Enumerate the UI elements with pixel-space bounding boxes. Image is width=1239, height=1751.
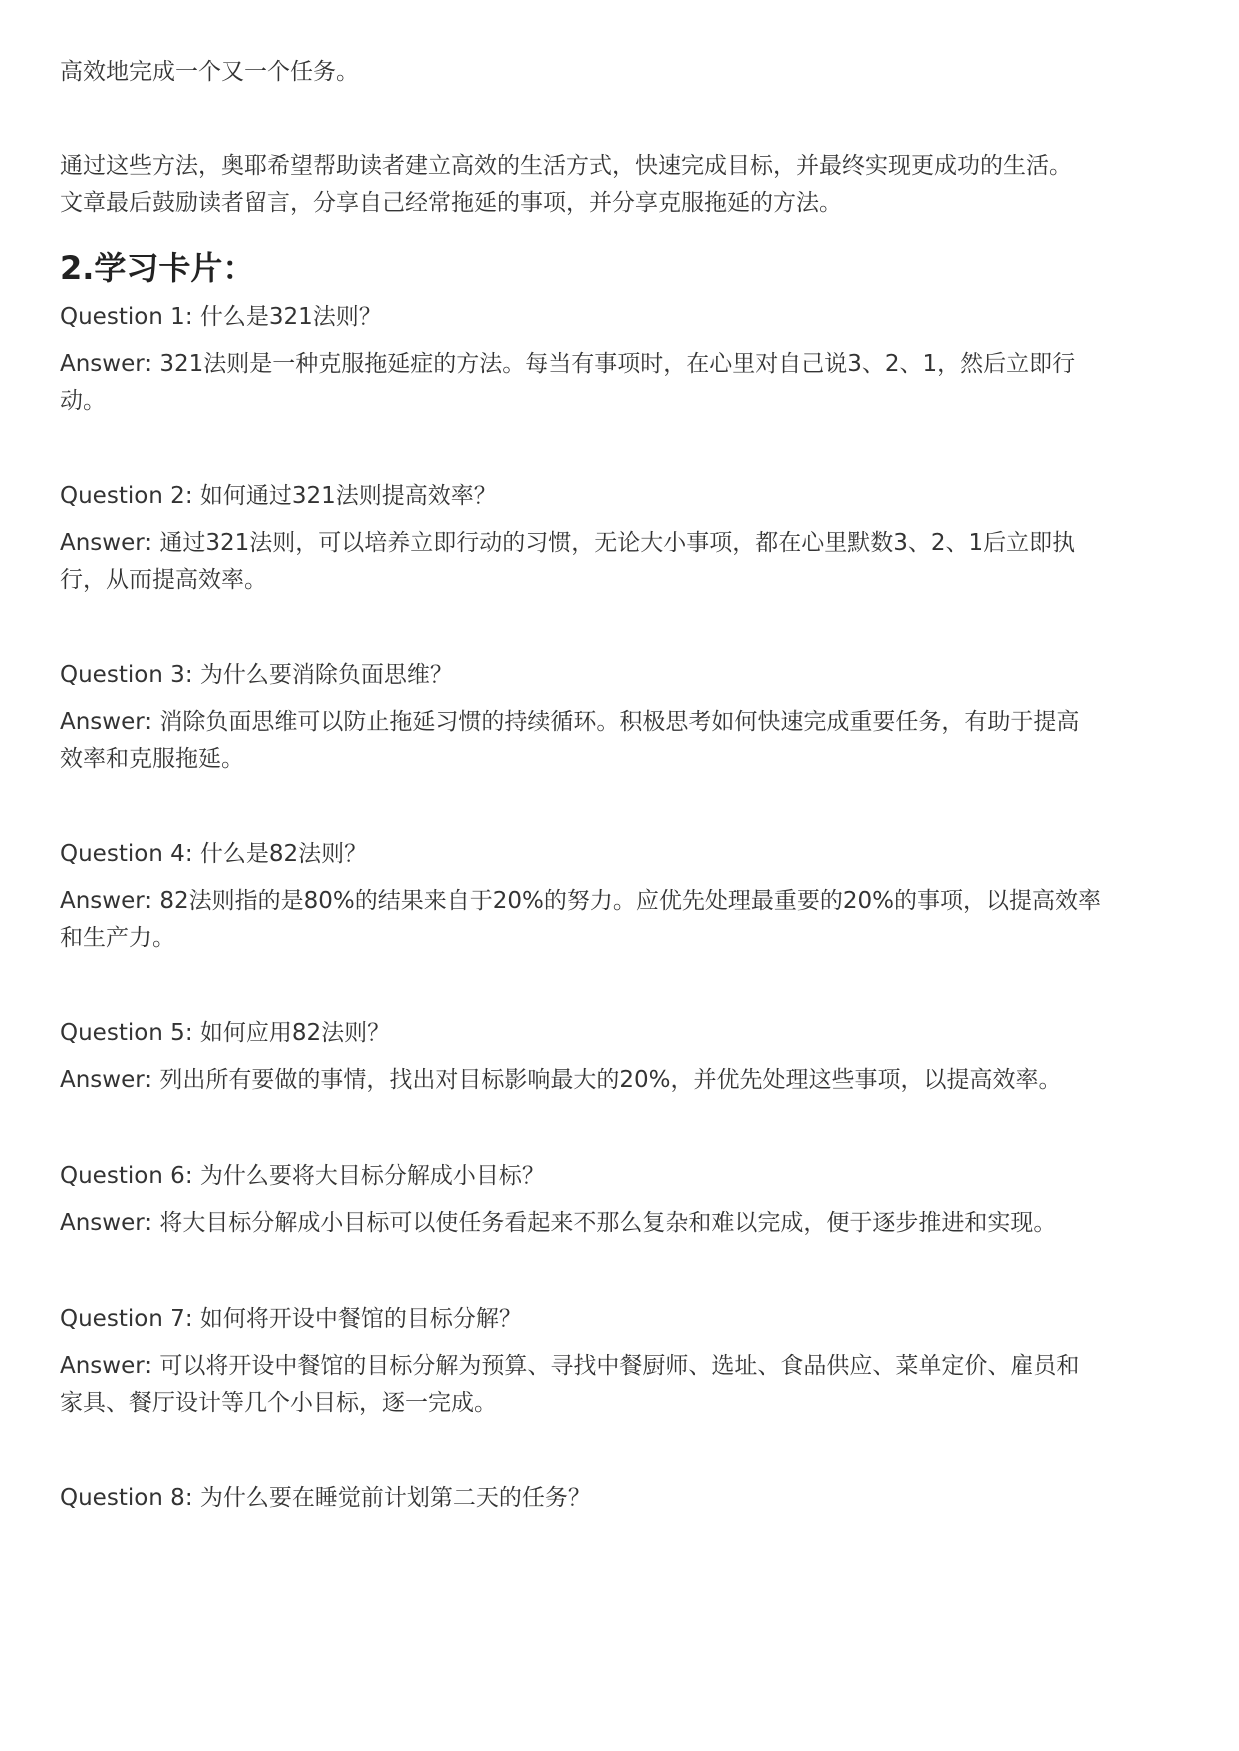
summary-line-2: 文章最后鼓励读者留言，分享自己经常拖延的事项，并分享克服拖延的方法。	[60, 190, 842, 216]
card-answer-line: 效率和克服拖延。	[60, 746, 244, 772]
card-answer-line: Answer: 列出所有要做的事情，找出对目标影响最大的20%，并优先处理这些事项，以提高效率。	[60, 1067, 1062, 1093]
card-question: Question 3: 为什么要消除负面思维？	[60, 662, 453, 688]
card-answer-line: Answer: 通过321法则，可以培养立即行动的习惯，无论大小事项，都在心里默数3、2、1后立即执	[60, 530, 1076, 556]
card-answer-line: Answer: 82法则指的是80%的结果来自于20%的努力。应优先处理最重要的20%的事项，以提高效率	[60, 888, 1101, 914]
card-question: Question 7: 如何将开设中餐馆的目标分解？	[60, 1306, 522, 1332]
section-heading: 2.学习卡片：	[60, 249, 255, 287]
card-answer-line: 动。	[60, 388, 106, 414]
card-answer-line: 家具、餐厅设计等几个小目标，逐一完成。	[60, 1390, 497, 1416]
card-question: Question 8: 为什么要在睡觉前计划第二天的任务？	[60, 1485, 591, 1511]
card-answer-line: Answer: 321法则是一种克服拖延症的方法。每当有事项时，在心里对自己说3、2、1，然后立即行	[60, 351, 1076, 377]
card-question: Question 2: 如何通过321法则提高效率？	[60, 483, 497, 509]
card-answer-line: Answer: 可以将开设中餐馆的目标分解为预算、寻找中餐厨师、选址、食品供应、菜单定价、雇员和	[60, 1353, 1080, 1379]
card-question: Question 6: 为什么要将大目标分解成小目标？	[60, 1163, 545, 1189]
intro-line: 高效地完成一个又一个任务。	[60, 59, 359, 85]
card-question: Question 4: 什么是82法则？	[60, 841, 368, 867]
card-answer-line: 和生产力。	[60, 925, 175, 951]
summary-line-1: 通过这些方法，奥耶希望帮助读者建立高效的生活方式，快速完成目标，并最终实现更成功的生活。	[60, 153, 1072, 179]
card-question: Question 1: 什么是321法则？	[60, 304, 382, 330]
card-answer-line: 行，从而提高效率。	[60, 567, 267, 593]
card-question: Question 5: 如何应用82法则？	[60, 1020, 391, 1046]
card-answer-line: Answer: 将大目标分解成小目标可以使任务看起来不那么复杂和难以完成，便于逐步推进和实现。	[60, 1210, 1057, 1236]
card-answer-line: Answer: 消除负面思维可以防止拖延习惯的持续循环。积极思考如何快速完成重要任务，有助于提高	[60, 709, 1080, 735]
